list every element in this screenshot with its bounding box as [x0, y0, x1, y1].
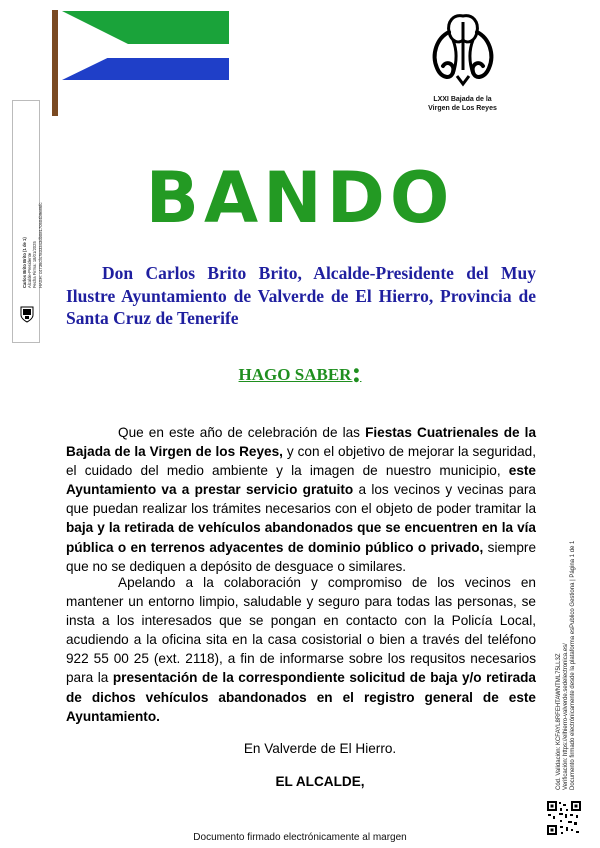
- page-title: BANDO: [145, 157, 455, 239]
- flag-pole: [52, 10, 58, 116]
- p1-a: Que en este año de celebración de las: [118, 425, 366, 440]
- signature-hash: HASH: c4736cf47833343db08170504b9e86fc: [37, 202, 43, 288]
- p2-b: presentación de la correspondiente solicitud de baja y/o retirada de dichos vehículos abandonados en el registro general de este Ayuntamiento.: [66, 670, 536, 724]
- p2-a: Apelando a la colaboración y compromiso de los vecinos en mantener un entorno limpio, saludable y seguro para todas las personas, se insta a los interesados que se pongan en contacto con la Policía Local, acudiendo a la oficina sita en la casa cosistorial o bien a través del teléfono 922 55 00 25 (ext. 2118), a fin de informarse sobre los requsitos necesarios para la: [66, 575, 536, 686]
- footer-note: Documento firmado electrónicamente al margen: [193, 832, 407, 843]
- emblem-caption-line1: LXXI Bajada de la: [433, 96, 492, 103]
- p1-e: a los vecinos y vecinas para que puedan realizar los trámites necesarios con el objeto de poder tramitar la: [66, 482, 536, 517]
- virgin-emblem-icon: [423, 10, 503, 88]
- signature-date: Fecha Firma: 18/01/2025: [32, 241, 38, 288]
- validation-code: Cód. Validación: KCFAYL8RFEHTAWNTML75LL3Z: [556, 653, 562, 790]
- p1-d: este Ayuntamiento va a prestar servicio gratuito: [66, 463, 536, 498]
- signer-role: Alcalde-Presidente: [27, 252, 33, 288]
- hago-saber-colon: :: [351, 356, 362, 389]
- signature-title: EL ALCALDE,: [275, 774, 365, 789]
- coat-of-arms-icon: [20, 305, 34, 323]
- emblem: [415, 10, 510, 113]
- mayor-intro: Don Carlos Brito Brito, Alcalde-Presidente del Muy Ilustre Ayuntamiento de Valverde de El Hierro, Provincia de Santa Cruz de Tenerife: [66, 263, 536, 328]
- p1-c: y con el objetivo de mejorar la seguridad, el cuidado del medio ambiente y la imagen de nuestro municipio,: [66, 444, 536, 479]
- verification-url: Verificación: https://elhierro-valverde.sedelectronica.es/: [563, 643, 570, 790]
- place-line: En Valverde de El Hierro.: [243, 741, 397, 756]
- p1-f: baja y la retirada de vehículos abandonados que se encuentren en la vía pública o en terrenos adyacentes de dominio público o privado,: [66, 520, 536, 555]
- p1-g: siempre que no se dediquen a depósito de desguace o similares.: [66, 539, 536, 574]
- verification-platform: Documento firmado electrónicamente desde la plataforma esPublico Gestiona | Página 1 de 1: [570, 540, 577, 790]
- hago-saber-heading: [0, 356, 600, 390]
- body-paragraph-2: [66, 573, 536, 726]
- signer-name: Carlos Brito Brito (1 de 1): [22, 237, 27, 288]
- hago-saber-text: HAGO SABER: [238, 365, 352, 384]
- emblem-caption-line2: Virgen de Los Reyes: [428, 105, 497, 112]
- p1-b: Fiestas Cuatrienales de la Bajada de la Virgen de los Reyes,: [66, 425, 536, 460]
- flag-image: [50, 10, 235, 118]
- qr-code-icon[interactable]: [546, 800, 582, 836]
- verification-text: [556, 541, 578, 790]
- body-paragraph-1: [66, 423, 536, 576]
